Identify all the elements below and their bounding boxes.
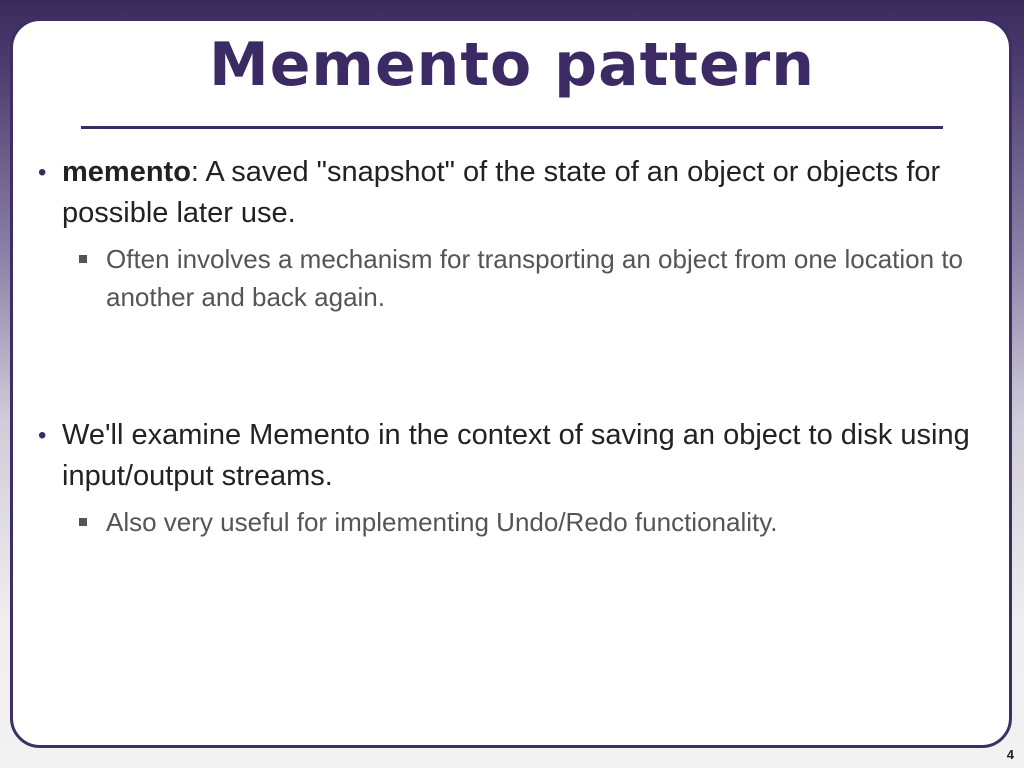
sub-bullet-item-1	[106, 240, 976, 316]
bullet-dot-icon: •	[38, 422, 47, 449]
slide-title: Memento pattern	[209, 30, 815, 100]
sub-bullet-text: Also very useful for implementing Undo/Redo functionality.	[106, 507, 778, 537]
title-divider	[81, 126, 943, 129]
bullet-item-1	[38, 152, 987, 234]
bullet-term: memento	[62, 156, 191, 188]
sub-bullet-text: Often involves a mechanism for transporting an object from one location to another and back again.	[106, 244, 963, 312]
square-bullet-icon	[79, 518, 87, 526]
sub-bullet-item-2	[106, 503, 976, 541]
bullet-text: : A saved "snapshot" of the state of an object or objects for possible later use.	[62, 156, 941, 229]
bullet-text: We'll examine Memento in the context of saving an object to disk using input/output streams.	[62, 419, 970, 492]
bullet-item-2	[38, 415, 987, 497]
bullet-dot-icon: •	[38, 159, 47, 186]
page-number: 4	[1006, 747, 1014, 762]
square-bullet-icon	[79, 255, 87, 263]
